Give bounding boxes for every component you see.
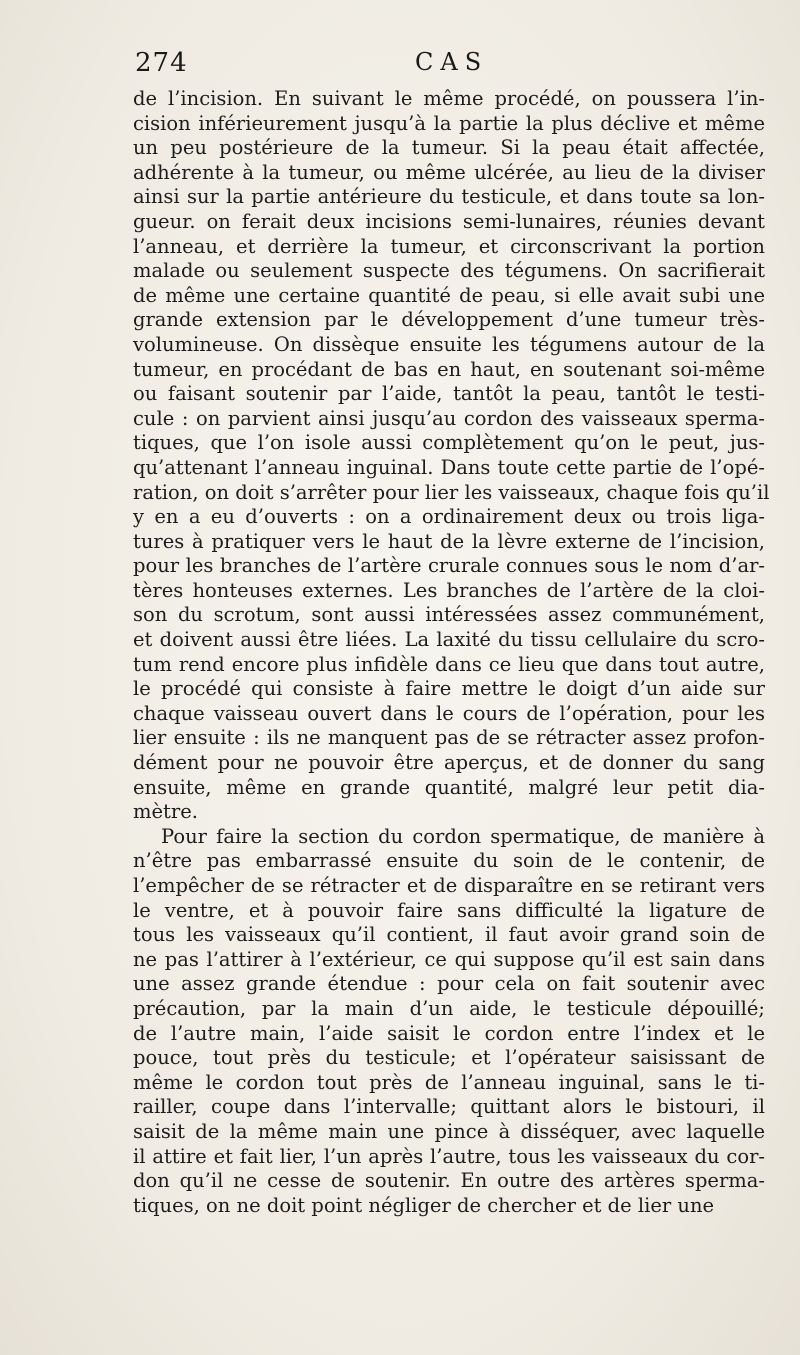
text-line: le ventre, et à pouvoir faire sans difficulté la ligature de	[133, 898, 765, 922]
text-line: n’être pas embarrassé ensuite du soin de le contenir, de	[133, 849, 765, 873]
text-line: ne pas l’attirer à l’extérieur, ce qui suppose qu’il est sain dans	[133, 947, 765, 971]
text-line: ainsi sur la partie antérieure du testicule, et dans toute sa lon-	[133, 185, 765, 209]
text-line: une assez grande étendue : pour cela on fait soutenir avec	[133, 972, 765, 996]
body-text	[133, 87, 770, 1218]
text-line: de même une certaine quantité de peau, si elle avait subi une	[133, 283, 765, 307]
text-line: tures à pratiquer vers le haut de la lèvre externe de l’incision,	[133, 529, 765, 553]
text-line: pouce, tout près du testicule; et l’opérateur saisissant de	[133, 1046, 765, 1070]
text-line: tères honteuses externes. Les branches de l’artère de la cloi-	[133, 578, 765, 602]
text-line: y en a eu d’ouverts : on a ordinairement deux ou trois liga-	[133, 505, 765, 529]
text-line: tum rend encore plus infidèle dans ce lieu que dans tout autre,	[133, 652, 765, 676]
text-line: dément pour ne pouvoir être aperçus, et de donner du sang	[133, 751, 765, 775]
text-line: chaque vaisseau ouvert dans le cours de l’opération, pour les	[133, 701, 765, 725]
text-line: l’empêcher de se rétracter et de disparaître en se retirant vers	[133, 874, 765, 897]
page-number: 274	[135, 48, 188, 78]
text-line: grande extension par le développement d’une tumeur très-	[133, 308, 765, 332]
text-line: gueur. on ferait deux incisions semi-lunaires, réunies devant	[133, 209, 765, 233]
text-line: cule : on parvient ainsi jusqu’au cordon des vaisseaux sperma-	[133, 406, 765, 430]
text-line: volumineuse. On dissèque ensuite les tégumens autour de la	[133, 332, 765, 356]
text-line: ration, on doit s’arrêter pour lier les vaisseaux, chaque fois qu’il	[133, 480, 770, 504]
page-header	[135, 48, 770, 84]
text-line: cision inférieurement jusqu’à la partie la plus déclive et même	[133, 111, 765, 135]
text-line: le procédé qui consiste à faire mettre le doigt d’un aide sur	[133, 677, 765, 701]
text-line: de l’incision. En suivant le même procédé, on poussera l’in-	[133, 87, 765, 110]
text-line: ensuite, même en grande quantité, malgré leur petit dia-	[133, 775, 765, 799]
text-line: pour les branches de l’artère crurale connues sous le nom d’ar-	[133, 554, 765, 578]
text-line: adhérente à la tumeur, ou même ulcérée, au lieu de la diviser	[133, 160, 765, 184]
text-line: malade ou seulement suspecte des tégumens. On sacrifierait	[133, 259, 765, 283]
running-head: CAS	[415, 48, 489, 76]
text-line: tumeur, en procédant de bas en haut, en soutenant soi-même	[133, 357, 765, 381]
text-line: il attire et fait lier, l’un après l’autre, tous les vaisseaux du cor-	[133, 1144, 765, 1168]
text-line: qu’attenant l’anneau inguinal. Dans toute cette partie de l’opé-	[133, 455, 765, 479]
text-line: don qu’il ne cesse de soutenir. En outre des artères sperma-	[133, 1169, 765, 1193]
text-line: lier ensuite : ils ne manquent pas de se rétracter assez profon-	[133, 726, 765, 750]
text-line: son du scrotum, sont aussi intéressées assez communément,	[133, 603, 765, 627]
text-line: Pour faire la section du cordon spermatique, de manière à	[161, 824, 765, 848]
text-line: même le cordon tout près de l’anneau inguinal, sans le ti-	[133, 1070, 765, 1094]
text-line: tiques, que l’on isole aussi complètement qu’on le peut, jus-	[133, 431, 765, 455]
text-line: tous les vaisseaux qu’il contient, il faut avoir grand soin de	[133, 923, 765, 947]
text-line: saisit de la même main une pince à disséquer, avec laquelle	[133, 1119, 765, 1143]
text-line: tiques, on ne doit point négliger de chercher et de lier une	[133, 1193, 715, 1217]
text-line: l’anneau, et derrière la tumeur, et circonscrivant la portion	[133, 234, 765, 258]
text-line: de l’autre main, l’aide saisit le cordon entre l’index et le	[133, 1021, 765, 1045]
text-line: mètre.	[133, 800, 198, 824]
text-line: ou faisant soutenir par l’aide, tantôt la peau, tantôt le testi-	[133, 382, 765, 406]
text-line: et doivent aussi être liées. La laxité du tissu cellulaire du scro-	[133, 628, 765, 652]
text-line: précaution, par la main d’un aide, le testicule dépouillé;	[133, 996, 765, 1020]
text-line: un peu postérieure de la tumeur. Si la peau était affectée,	[133, 136, 765, 160]
text-line: railler, coupe dans l’intervalle; quittant alors le bistouri, il	[133, 1095, 765, 1119]
